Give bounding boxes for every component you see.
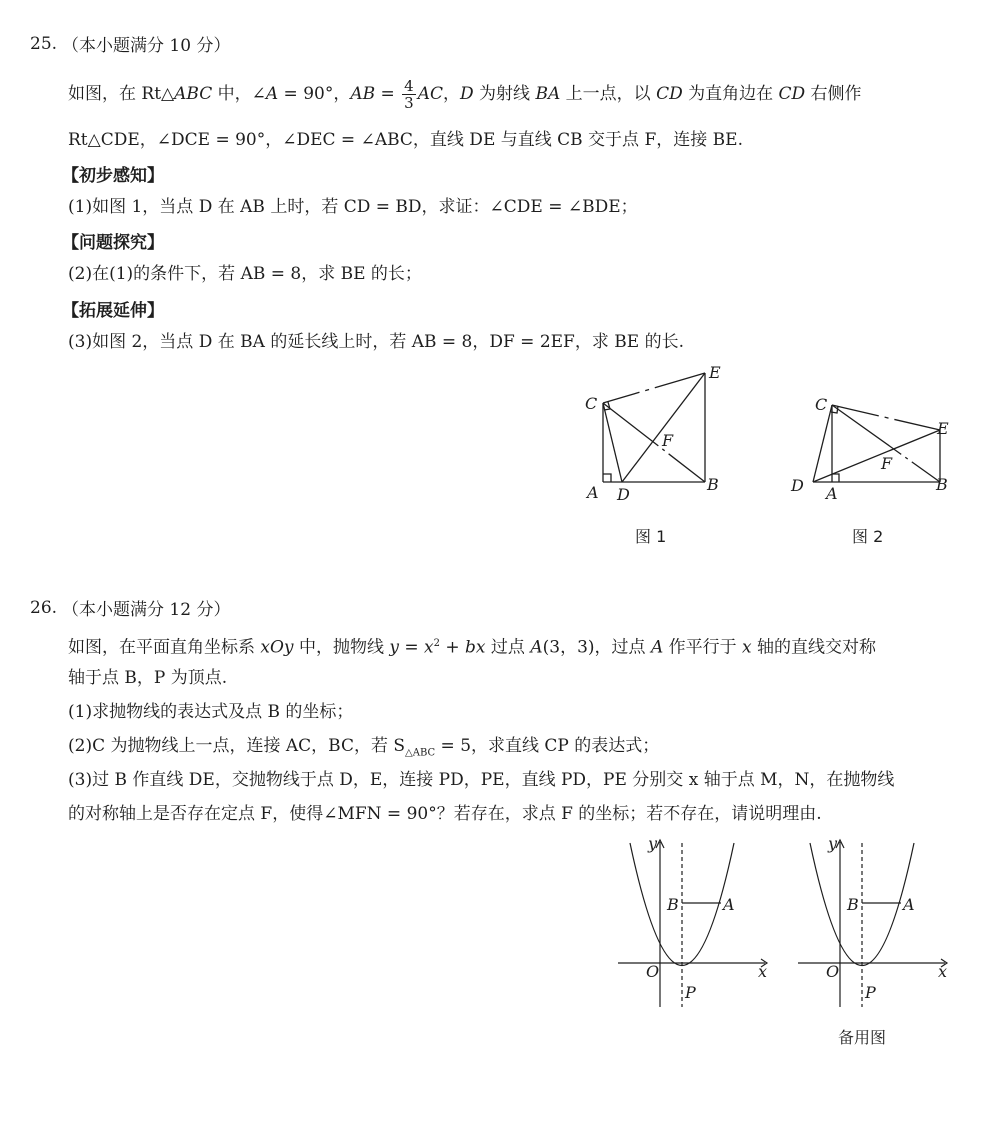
- point-label-B: B: [707, 475, 719, 494]
- point-label-D: D: [791, 476, 804, 495]
- origin-label-O: O: [826, 962, 840, 981]
- point-label-B: B: [847, 895, 859, 914]
- axis-label-x: x: [938, 962, 948, 981]
- point-label-A: A: [587, 483, 599, 502]
- point-label-P: P: [865, 983, 876, 1002]
- section-problem-exploration: 【问题探究】: [62, 233, 164, 253]
- segment-CE: [832, 405, 940, 430]
- parabola-curve: [630, 843, 734, 966]
- question-26-part2: (2)C 为抛物线上一点，连接 AC，BC，若 $S_{\triangle ABC} = 5$，求直线 CP 的表达式；: [68, 736, 660, 759]
- point-label-P: P: [685, 983, 696, 1002]
- parabola-graph-2: [795, 835, 955, 1010]
- question-26-part3-line2: 的对称轴上是否存在定点 F，使得∠MFN = 90°？若存在，求点 F 的坐标；若不存在，请说明理由.: [68, 804, 822, 824]
- point-label-C: C: [815, 395, 828, 414]
- section-extension: 【拓展延伸】: [62, 301, 164, 321]
- figure-1-diagram: [570, 358, 740, 508]
- point-label-A: A: [723, 895, 735, 914]
- figure-2-diagram: [780, 385, 960, 510]
- origin-label-O: O: [646, 962, 660, 981]
- question-25-statement-line1: 如图，在 Rt△ABC 中，∠A = 90°，AB = $\frac{4}{3}$ AC，D 为射线 BA 上一点，以 CD 为直角边在 CD 右侧作: [68, 77, 862, 112]
- parabola-graph-1: [615, 835, 775, 1010]
- point-label-A: A: [826, 484, 838, 503]
- point-label-B: B: [667, 895, 679, 914]
- axis-label-y: y: [648, 835, 658, 853]
- question-25-part3: (3)如图 2，当点 D 在 BA 的延长线上时，若 AB = 8，DF = 2EF，求 BE 的长.: [68, 332, 684, 352]
- point-label-E: E: [937, 419, 949, 438]
- point-label-B: B: [936, 475, 948, 494]
- question-26-header: （本小题满分 12 分）: [62, 600, 231, 620]
- segment-CE: [603, 373, 705, 403]
- question-26-number: 26.: [30, 598, 58, 618]
- right-angle-mark-A: [832, 474, 839, 482]
- point-label-E: E: [709, 363, 721, 382]
- point-label-F: F: [662, 431, 674, 450]
- question-26-statement-line1: 如图，在平面直角坐标系 xOy 中，抛物线 $y = x^2$ + bx 过点 A(3，3)，过点 A 作平行于 x 轴的直线交对称: [68, 637, 877, 658]
- point-label-D: D: [617, 485, 630, 504]
- question-25-header: （本小题满分 10 分）: [62, 36, 231, 56]
- figure-1-caption: 图 1: [635, 527, 667, 546]
- figure-2-caption: 图 2: [852, 527, 884, 546]
- section-initial-perception: 【初步感知】: [62, 166, 164, 186]
- fraction-four-thirds: $\frac{4}{3}$: [404, 77, 414, 112]
- question-25-part2: (2)在(1)的条件下，若 AB = 8，求 BE 的长；: [68, 264, 422, 284]
- question-25-number: 25.: [30, 34, 58, 54]
- right-angle-mark-A: [603, 474, 611, 482]
- question-25-statement-line2: Rt△CDE，∠DCE = 90°，∠DEC = ∠ABC，直线 DE 与直线 CB 交于点 F，连接 BE.: [68, 130, 743, 150]
- segment-CB: [603, 403, 705, 482]
- point-label-F: F: [881, 454, 893, 473]
- point-label-C: C: [585, 394, 598, 413]
- question-26-part3-line1: (3)过 B 作直线 DE，交抛物线于点 D，E，连接 PD，PE，直线 PD，PE 分别交 x 轴于点 M，N，在抛物线: [68, 770, 895, 790]
- axis-label-y: y: [828, 835, 838, 853]
- spare-figure-caption: 备用图: [838, 1028, 887, 1047]
- question-26-statement-line2: 轴于点 B，P 为顶点.: [68, 668, 228, 688]
- parabola-curve: [810, 843, 914, 966]
- question-25-part1: (1)如图 1，当点 D 在 AB 上时，若 CD = BD，求证：∠CDE = ∠BDE；: [68, 197, 638, 217]
- point-label-A: A: [903, 895, 915, 914]
- segment-CD: [813, 405, 832, 482]
- question-26-part1: (1)求抛物线的表达式及点 B 的坐标；: [68, 702, 354, 722]
- axis-label-x: x: [758, 962, 768, 981]
